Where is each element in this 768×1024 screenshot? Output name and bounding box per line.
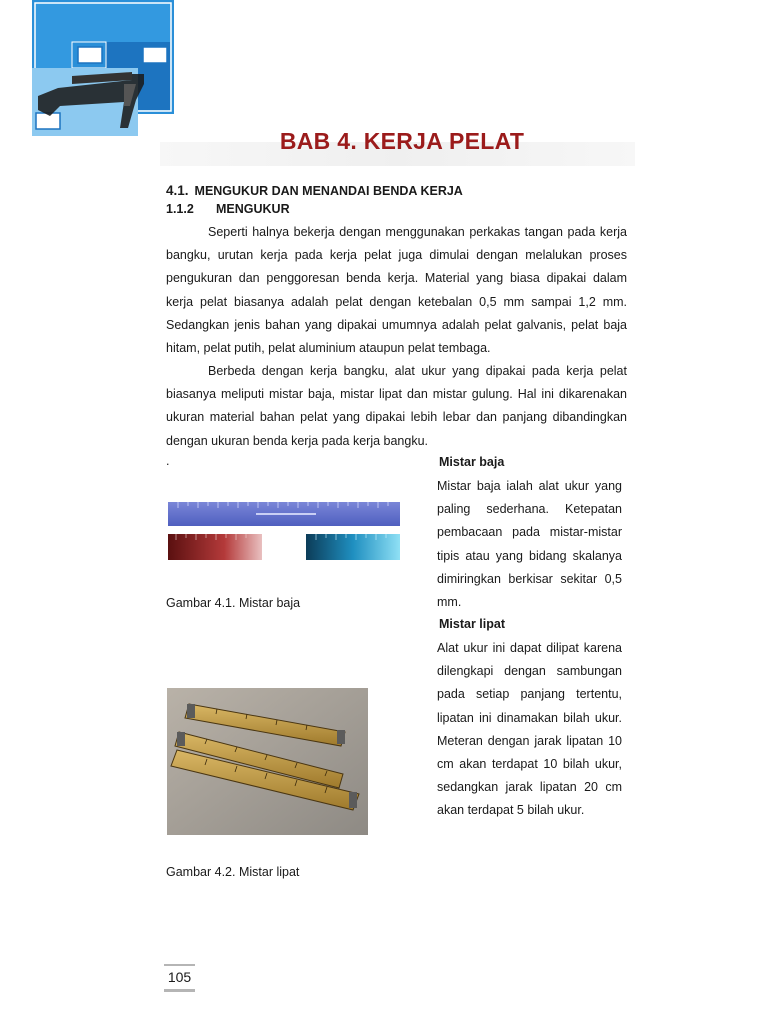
- chapter-logo-hacksaw-icon: [32, 0, 174, 136]
- figure-caption: Gambar 4.2. Mistar lipat: [166, 865, 300, 879]
- subsection-number: 1.1.2: [166, 202, 194, 216]
- mistar-lipat-text: Alat ukur ini dapat dilipat karena dilengkapi dengan sambungan pada setiap panjang tertentu, lipatan ini dinamakan bilah ukur. Meteran dengan jarak lipatan 10 cm akan terdapat 10 bilah ukur, sedangkan jarak lipatan 20 cm akan terdapat 5 bilah ukur.: [437, 641, 622, 818]
- steel-ruler-illustration: [166, 500, 402, 564]
- body-paragraph: Seperti halnya bekerja dengan menggunakan perkakas tangan pada kerja bangku, urutan kerja pada kerja pelat juga dimulai dengan melalukan proses pengukuran dan penggoresan benda kerja. Material yang biasa dipakai dalam kerja pelat biasanya adalah pelat dengan ketebalan 0,5 mm sampai 1,2 mm. Sedangkan jenis bahan yang dipakai umumnya adalah pelat galvanis, pelat baja hitam, pelat putih, pelat aluminium ataupun pelat tembaga.: [166, 225, 627, 356]
- page-number: 105: [164, 964, 195, 992]
- body-paragraph: Berbeda dengan kerja bangku, alat ukur yang dipakai pada kerja pelat biasanya meliputi mistar baja, mistar lipat dan mistar gulung. Hal ini dikarenakan ukuran material bahan pelat yang dipakai lebih lebar dan panjang dibandingkan dengan ukuran benda kerja pada kerja bangku.: [166, 364, 627, 448]
- mistar-baja-heading: Mistar baja: [439, 455, 505, 469]
- section-number: 4.1.: [166, 183, 189, 198]
- figure-caption: Gambar 4.1. Mistar baja: [166, 596, 301, 610]
- mistar-lipat-heading: Mistar lipat: [439, 617, 505, 631]
- subsection-title: MENGUKUR: [216, 202, 290, 216]
- folding-ruler-illustration: [167, 688, 368, 835]
- mistar-baja-text: Mistar baja ialah alat ukur yang paling sederhana. Ketepatan pembacaan pada mistar-mistar tipis atau yang bidang skalanya dimiringkan berkisar sekitar 0,5 mm.: [437, 479, 622, 610]
- section-title: MENGUKUR DAN MENANDAI BENDA KERJA: [194, 184, 463, 198]
- stray-mark: .: [166, 454, 170, 468]
- chapter-title: BAB 4. KERJA PELAT: [279, 128, 525, 154]
- section-heading: [166, 183, 463, 198]
- subsection-heading: [166, 202, 290, 216]
